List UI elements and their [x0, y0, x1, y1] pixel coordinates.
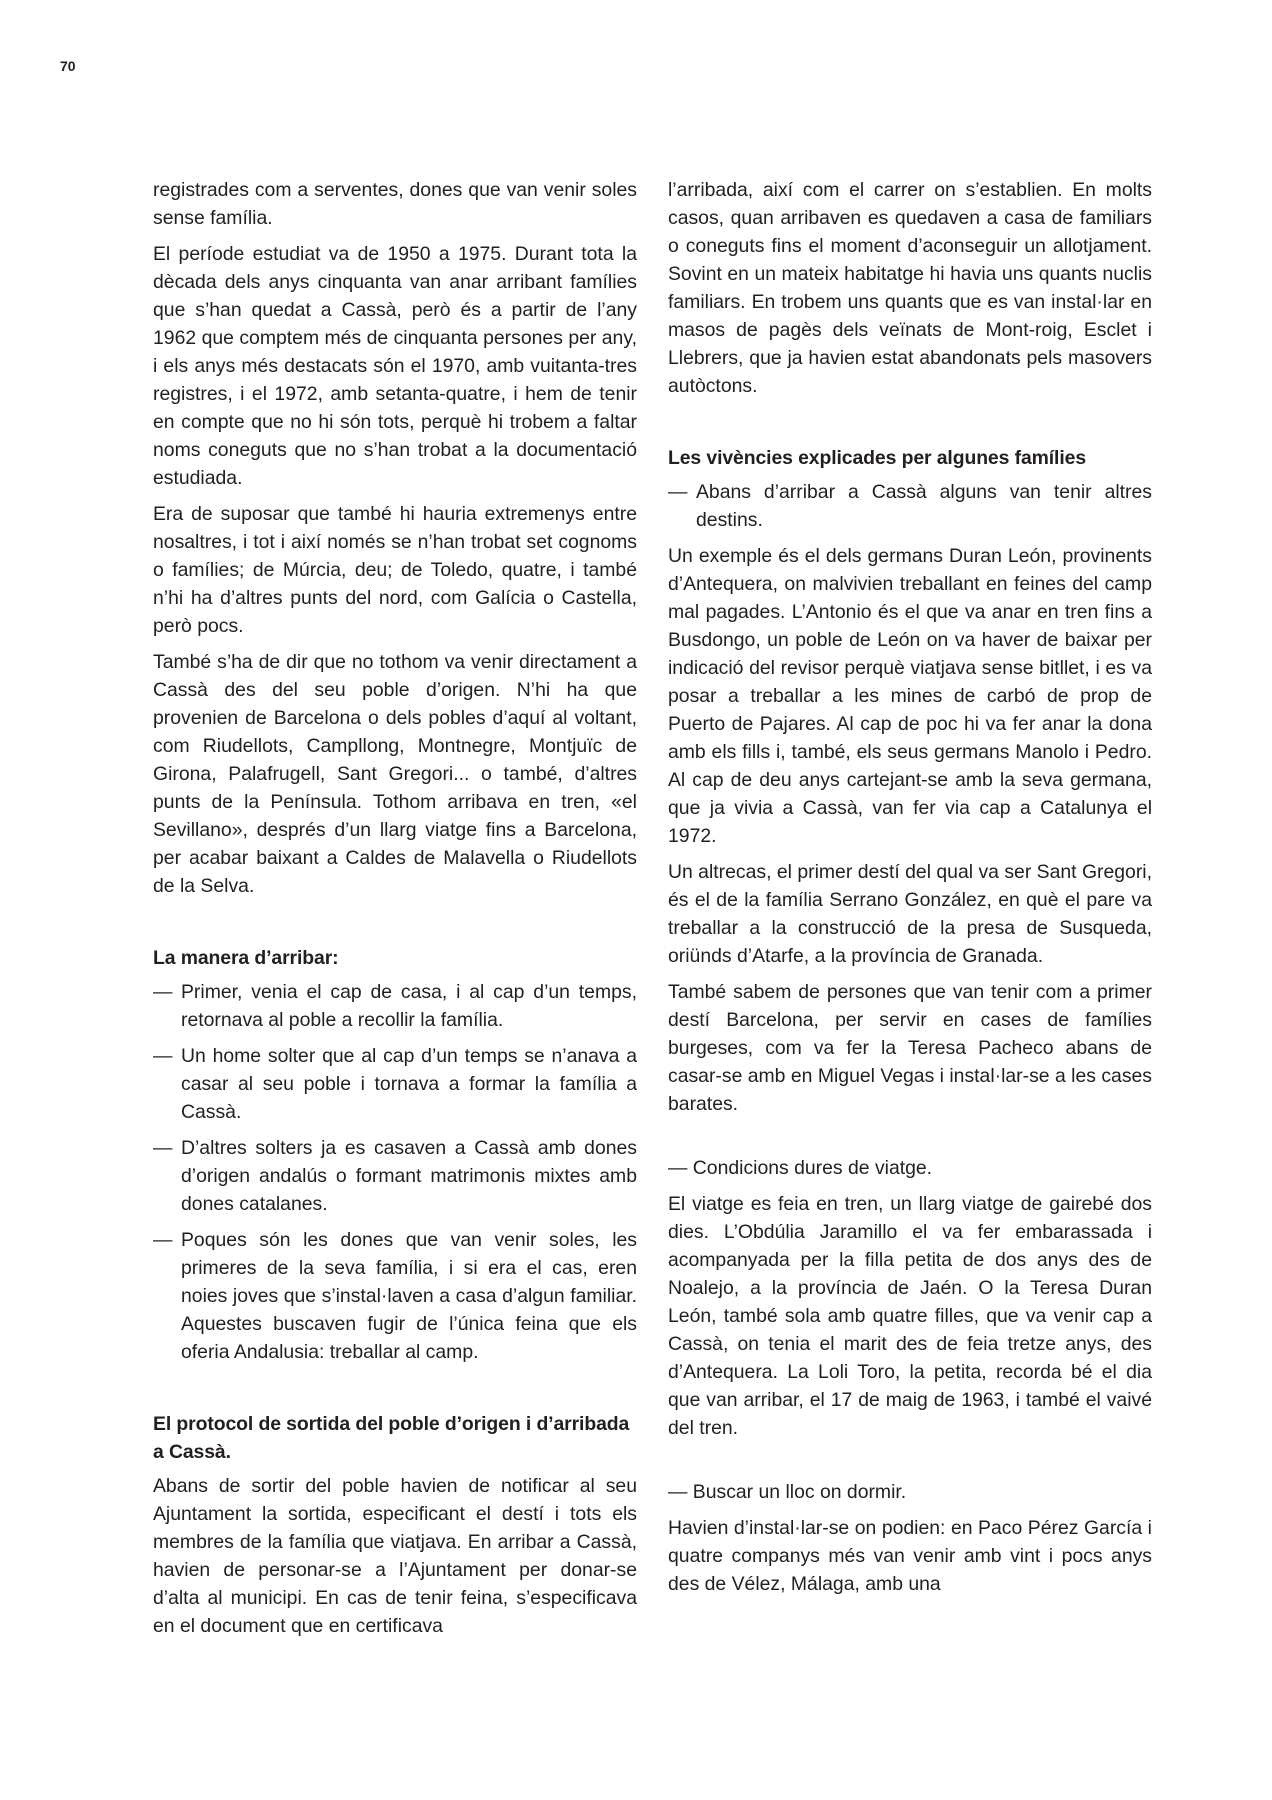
list-item-text: Primer, venia el cap de casa, i al cap d’un temps, retornava al poble a recollir la família. — [181, 981, 637, 1031]
spacer — [153, 1374, 637, 1410]
section-heading: Les vivències explicades per algunes famílies — [668, 447, 1087, 469]
list-item — [153, 1042, 637, 1126]
em-dash: — — [668, 481, 688, 503]
list-item — [153, 978, 637, 1034]
em-dash: — — [153, 1045, 173, 1067]
paragraph: Abans de sortir del poble havien de notificar al seu Ajuntament la sortida, especificant el destí i tots els membres de la família que viatjava. En arribar a Cassà, havien de personar-se a l’Ajuntament per donar-se d’alta al municipi. En cas de tenir feina, s’especificava en el document que en certificava — [153, 1475, 637, 1637]
list-item-text: Abans d’arribar a Cassà alguns van tenir altres destins. — [696, 481, 1152, 531]
spacer — [668, 1126, 1152, 1154]
paragraph: l’arribada, així com el carrer on s’establien. En molts casos, quan arribaven es quedaven a casa de familiars o coneguts fins el moment d’aconseguir un allotjament. Sovint en un mateix habitatge hi havia uns quants nuclis familiars. En trobem uns quants que es van instal·lar en masos de pagès dels veïnats de Mont-roig, Esclet i Llebrers, que ja havien estat abandonats pels masovers autòctons. — [668, 179, 1152, 397]
em-dash: — — [153, 1229, 173, 1251]
left-column — [153, 176, 637, 1648]
list-item-text: Poques són les dones que van venir soles, les primeres de la seva família, i si era el cas, eren noies joves que s’instal·laven a casa d’algun familiar. Aquestes buscaven fugir de l’única feina que els oferia Andalusia: treballar al camp. — [181, 1229, 637, 1363]
paragraph: Havien d’instal·lar-se on podien: en Paco Pérez García i quatre companys més van venir amb vint i pocs anys des de Vélez, Málaga, amb una — [668, 1517, 1152, 1595]
spacer — [153, 908, 637, 944]
paragraph: Un altrecas, el primer destí del qual va ser Sant Gregori, és el de la família Serrano González, en què el pare va treballar a la construcció de la presa de Susqueda, oriünds d’Atarfe, a la província de Granada. — [668, 861, 1152, 967]
list-item-text: Un home solter que al cap d’un temps se n’anava a casar al seu poble i tornava a formar la família a Cassà. — [181, 1045, 637, 1123]
spacer — [668, 408, 1152, 444]
paragraph: registrades com a serventes, dones que van venir soles sense família. — [153, 179, 637, 229]
page-number: 70 — [60, 58, 76, 74]
spacer — [668, 1450, 1152, 1478]
list-item — [153, 1134, 637, 1218]
section-heading: La manera d’arribar: — [153, 947, 339, 969]
section-heading: El protocol de sortida del poble d’origen i d’arribada a Cassà. — [153, 1413, 630, 1463]
paragraph: Era de suposar que també hi hauria extremenys entre nosaltres, i tot i així només se n’han trobat set cognoms o famílies; de Múrcia, deu; de Toledo, quatre, i també n’hi ha d’altres punts del nord, com Galícia o Castella, però pocs. — [153, 503, 637, 637]
paragraph: El viatge es feia en tren, un llarg viatge de gairebé dos dies. L’Obdúlia Jaramillo el va fer embarassada i acompanyada per la filla petita de dos anys des de Noalejo, a la província de Jaén. O la Teresa Duran León, també sola amb quatre filles, que va venir cap a Cassà, on tenia el marit des de feia tretze anys, des d’Antequera. La Loli Toro, la petita, recorda bé el dia que van arribar, el 17 de maig de 1963, i també el vaivé del tren. — [668, 1193, 1152, 1439]
paragraph: També s’ha de dir que no tothom va venir directament a Cassà des del seu poble d’origen. N’hi ha que provenien de Barcelona o dels pobles d’aquí al voltant, com Riudellots, Campllong, Montnegre, Montjuïc de Girona, Palafrugell, Sant Gregori... o també, d’altres punts de la Península. Tothom arribava en tren, «el Sevillano», després d’un llarg viatge fins a Barcelona, per acabar baixant a Caldes de Malavella o Riudellots de la Selva. — [153, 651, 637, 897]
list-item — [668, 478, 1152, 534]
em-dash: — — [153, 1137, 173, 1159]
paragraph: També sabem de persones que van tenir com a primer destí Barcelona, per servir en cases de famílies burgeses, com va fer la Teresa Pacheco abans de casar-se amb en Miguel Vegas i instal·lar-se a les cases barates. — [668, 981, 1152, 1115]
right-column — [668, 176, 1152, 1606]
list-item-text: D’altres solters ja es casaven a Cassà amb dones d’origen andalús o formant matrimonis mixtes amb dones catalanes. — [181, 1137, 637, 1215]
em-dash: — — [153, 981, 173, 1003]
paragraph: El període estudiat va de 1950 a 1975. Durant tota la dècada dels anys cinquanta van anar arribant famílies que s’han quedat a Cassà, però és a partir de l’any 1962 que comptem més de cinquanta persones per any, i els anys més destacats són el 1970, amb vuitanta-tres registres, i el 1972, amb setanta-quatre, i hem de tenir en compte que no hi són tots, perquè hi trobem a faltar noms coneguts que no s’han trobat a la documentació estudiada. — [153, 243, 637, 489]
subheading-dash-line: — Condicions dures de viatge. — [668, 1157, 933, 1179]
paragraph: Un exemple és el dels germans Duran León, provinents d’Antequera, on malvivien treballant en feines del camp mal pagades. L’Antonio és el que va anar en tren fins a Busdongo, un poble de León on va haver de baixar per indicació del revisor perquè viatjava sense bitllet, i es va posar a treballar a les mines de carbó de prop de Puerto de Pajares. Al cap de poc hi va fer anar la dona amb els fills i, també, els seus germans Manolo i Pedro. Al cap de deu anys cartejant-se amb la seva germana, que ja vivia a Cassà, van fer via cap a Catalunya el 1972. — [668, 545, 1152, 847]
subheading-dash-line: — Buscar un lloc on dormir. — [668, 1481, 907, 1503]
list-item — [153, 1226, 637, 1366]
